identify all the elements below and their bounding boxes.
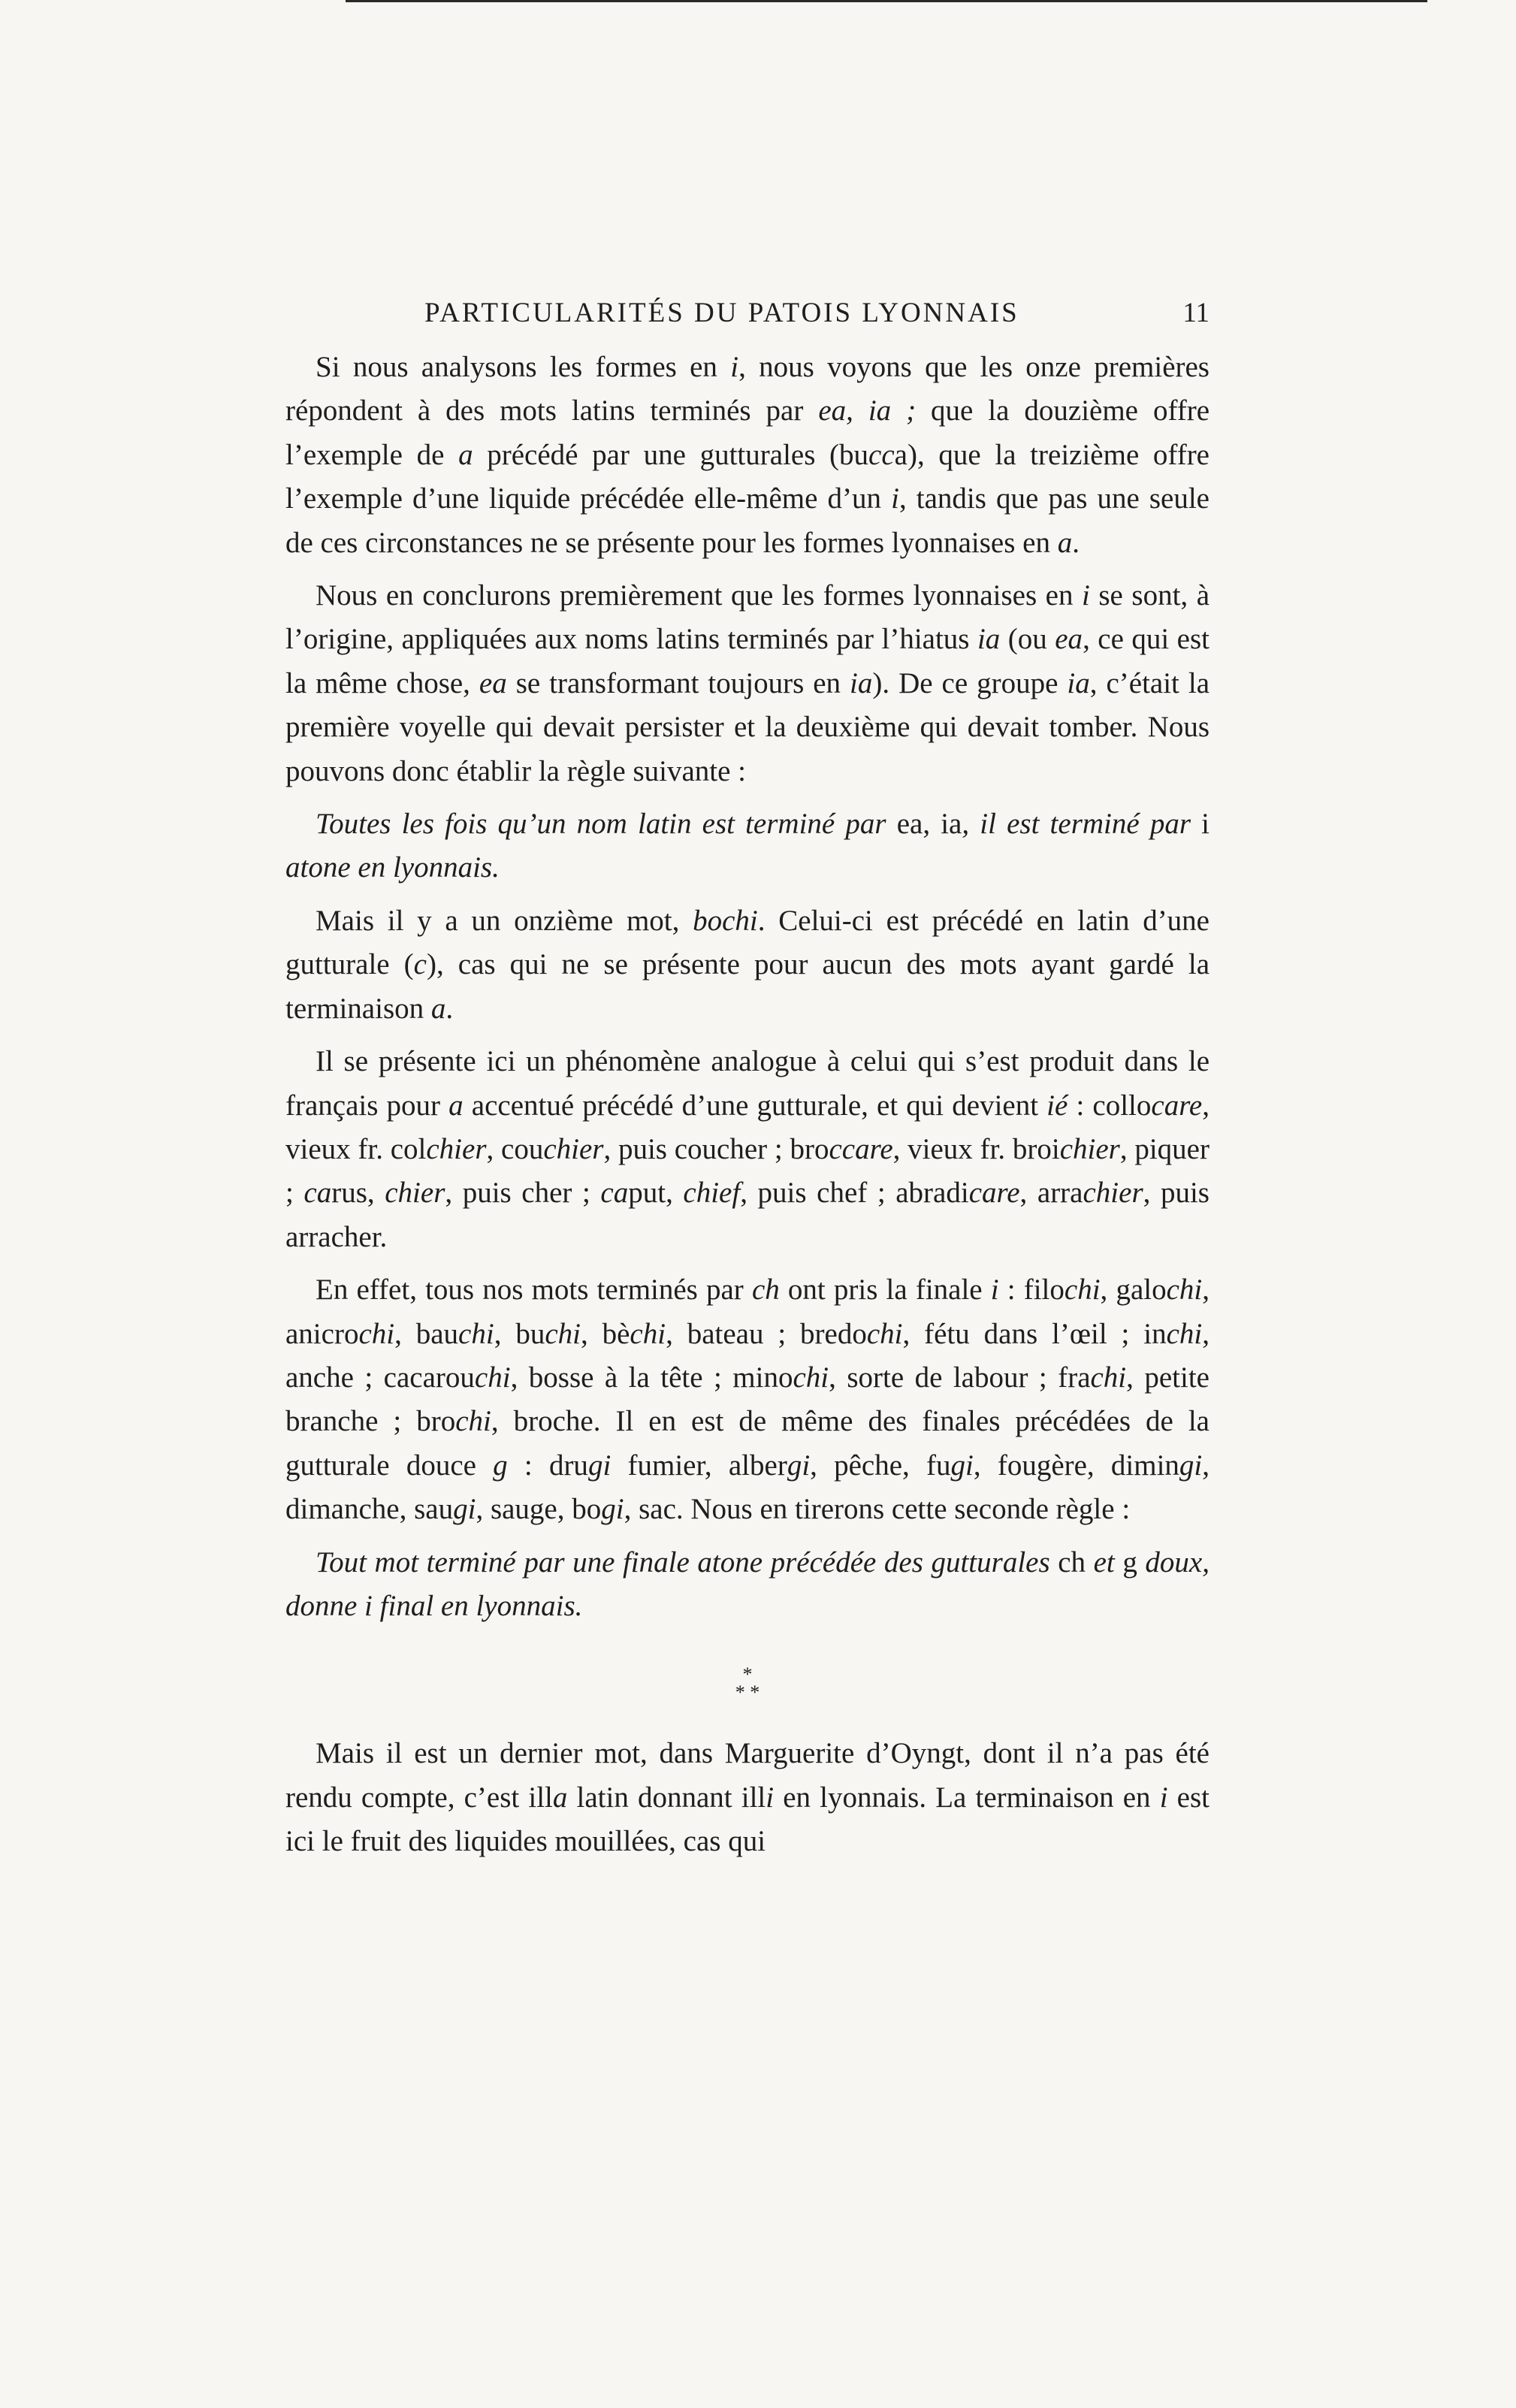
- italic-run: chier: [1059, 1132, 1120, 1165]
- section-separator: [285, 1663, 1209, 1704]
- italic-run: i: [1082, 579, 1090, 612]
- italic-run: i: [1159, 1781, 1168, 1814]
- italic-run: i: [766, 1781, 775, 1814]
- italic-run: chier: [426, 1132, 487, 1165]
- italic-run: chier: [543, 1132, 604, 1165]
- running-header: [285, 297, 1209, 342]
- rule-statement: Tout mot terminé par une finale atone précédée des gutturales ch et g doux, donne i final en lyonnais.: [285, 1545, 1209, 1622]
- italic-run: i: [891, 482, 899, 515]
- italic-run: ch: [751, 1273, 780, 1307]
- italic-run: ié: [1046, 1089, 1068, 1122]
- asterisk-bottom: * *: [735, 1681, 760, 1704]
- italic-run: ia: [1067, 666, 1090, 699]
- italic-run: chi: [866, 1317, 903, 1350]
- italic-run: ea, ia ;: [818, 394, 917, 428]
- italic-run: chi: [1166, 1317, 1203, 1350]
- italic-run: gi: [601, 1493, 624, 1526]
- italic-run: bochi: [693, 904, 758, 937]
- italic-run: chier: [385, 1177, 445, 1210]
- paragraph: Il se présente ici un phénomène analogue à celui qui s’est produit dans le français pour a accentué précédé d’une gutturale, et qui devient ié : collocare, vieux fr. colchier, couchier, puis coucher ; broccare, vieux fr. broichier, piquer ; carus, chier, puis cher ; caput, chief, puis chef ; abradicare, arrachier, puis arracher.: [285, 1045, 1209, 1253]
- italic-run: chi: [630, 1317, 666, 1350]
- italic-run: i: [990, 1273, 999, 1307]
- italic-run: g: [493, 1449, 508, 1482]
- italic-run: a: [430, 992, 446, 1025]
- italic-run: chi: [458, 1317, 494, 1350]
- italic-run: i: [730, 351, 739, 383]
- italic-run: care: [968, 1177, 1020, 1210]
- italic-run: a: [552, 1781, 568, 1814]
- italic-run: ca: [600, 1177, 629, 1210]
- italic-run: chi: [1064, 1273, 1101, 1307]
- italic-run: ia: [850, 666, 873, 699]
- italic-run: chier: [1083, 1177, 1143, 1210]
- italic-run: cc: [868, 438, 895, 471]
- italic-run: ca: [304, 1177, 332, 1210]
- running-title: PARTICULARITÉS DU PATOIS LYONNAIS: [424, 298, 1019, 328]
- italic-run: ea: [479, 666, 507, 699]
- upright-run: i: [1201, 808, 1209, 841]
- page-number: 11: [1182, 298, 1209, 328]
- paragraph: Nous en conclurons premièrement que les formes lyonnaises en i se sont, à l’origine, appliquées aux noms latins terminés par l’hiatus ia (ou ea, ce qui est la même chose, ea se transformant toujours en ia). De ce groupe ia, c’était la première voyelle qui devait persister et la deuxième qui devait tomber. Nous pouvons donc établir la règle suivante :: [285, 579, 1210, 787]
- italic-run: ea: [1055, 623, 1083, 656]
- upright-run: ea, ia: [896, 808, 962, 841]
- italic-run: chi: [1166, 1273, 1203, 1307]
- upright-run: ch: [1058, 1545, 1086, 1579]
- italic-run: chi: [793, 1361, 829, 1394]
- paragraph: En effet, tous nos mots terminés par ch ont pris la finale i : filochi, galochi, anicrochi, bauchi, buchi, bèchi, bateau ; bredochi, fétu dans l’œil ; inchi, anche ; cacarouchi, bosse à la tête ; minochi, sorte de labour ; frachi, petite branche ; brochi, broche. Il en est de même des finales précédées de la gutturale douce g : drugi fumier, albergi, pêche, fugi, fougère, dimingi, dimanche, saugi, sauge, bogi, sac. Nous en tirerons cette seconde règle :: [285, 1273, 1209, 1526]
- paragraph: Mais il y a un onzième mot, bochi. Celui-ci est précédé en latin d’une gutturale (c), cas qui ne se présente pour aucun des mots ayant gardé la terminaison a.: [285, 904, 1209, 1025]
- rule-statement: Toutes les fois qu’un nom latin est terminé par ea, ia, il est terminé par i atone en lyonnais.: [285, 808, 1209, 884]
- italic-run: care: [1151, 1089, 1203, 1122]
- italic-run: a: [458, 438, 473, 471]
- italic-run: chi: [358, 1317, 395, 1350]
- paragraph: Si nous analysons les formes en i, nous voyons que les onze premières répondent à des mots latins terminés par ea, ia ; que la douzième offre l’exemple de a précédé par une gutturales (bucca), que la treizième offre l’exemple d’une liquide précédée elle-même d’un i, tandis que pas une seule de ces circonstances ne se présente pour les formes lyonnaises en a.: [285, 351, 1210, 559]
- italic-run: ia: [977, 623, 1001, 656]
- italic-run: a: [1057, 526, 1073, 559]
- italic-run: gi: [1179, 1449, 1203, 1482]
- italic-run: chi: [455, 1405, 491, 1438]
- italic-run: gi: [453, 1493, 476, 1526]
- italic-run: chi: [474, 1361, 511, 1394]
- paragraph: Mais il est un dernier mot, dans Marguerite d’Oyngt, dont il n’a pas été rendu compte, c’est illa latin donnant illi en lyonnais. La terminaison en i est ici le fruit des liquides mouillées, cas qui: [285, 1737, 1210, 1858]
- upright-run: g: [1122, 1545, 1137, 1579]
- italic-run: chief: [683, 1177, 741, 1210]
- italic-run: ccare: [829, 1132, 893, 1165]
- top-border-line: [346, 0, 1427, 2]
- italic-run: c: [413, 948, 427, 981]
- italic-run: chi: [1090, 1361, 1127, 1394]
- italic-run: gi: [950, 1449, 974, 1482]
- italic-run: gi: [787, 1449, 811, 1482]
- asterisk-top: *: [742, 1663, 753, 1686]
- italic-run: a: [448, 1089, 464, 1122]
- italic-run: gi: [587, 1449, 612, 1482]
- body-text: [285, 346, 1209, 1873]
- italic-run: chi: [545, 1317, 581, 1350]
